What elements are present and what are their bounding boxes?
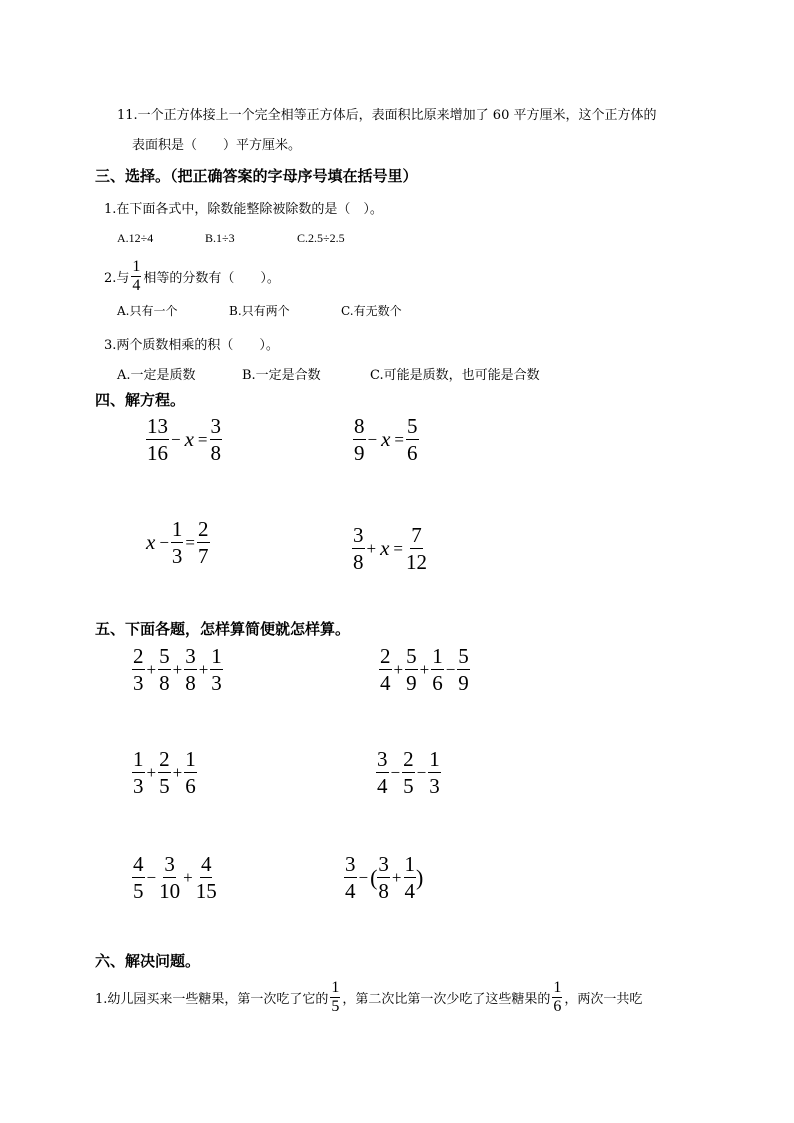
fraction: $\frac{3}{10}$ (159, 852, 181, 904)
s3-q2-stem-after: 相等的分数有（ ）。 (143, 271, 280, 286)
fraction: 13 16 (147, 414, 168, 466)
fraction: 3 4 (345, 852, 356, 904)
fraction: 2 4 (380, 644, 391, 696)
expression-6: 3 4 − ( 3 8 + $\frac{1}{4}$ ) (345, 852, 424, 904)
s6-q1-part1: 1.幼儿园买来一些糖果，第一次吃了它的 (95, 992, 329, 1007)
s3-q3-option-c: C.可能是质数，也可能是合数 (370, 368, 540, 383)
s3-q1-stem: 1.在下面各式中，除数能整除被除数的是（ ）。 (104, 202, 383, 217)
fraction: $\frac{1}{6}$ (432, 644, 443, 696)
expression-5: 4 5 − $\frac{3}{10}$ + $\frac{4}{15}$ (133, 852, 217, 904)
equation-1: 13 16 − x = $\frac{3}{8}$ (147, 414, 222, 466)
fraction: 1 3 (133, 747, 144, 799)
s6-q1-part2: ，第二次比第一次少吃了这些糖果的 (342, 992, 551, 1007)
section-3-title: 三、选择。（把正确答案的字母序号填在括号里） (95, 167, 418, 185)
equation-4: 3 8 + x = $\frac{7}{12}$ (353, 523, 428, 575)
q11-line1: 11.一个正方体接上一个完全相等正方体后，表面积比原来增加了 60 平方厘米，这个正方体的 (117, 108, 657, 123)
s3-q3-option-b: B.一定是合数 (242, 368, 321, 383)
s6-q1-text (95, 980, 642, 1015)
fraction: $\frac{1}{6}$ (185, 747, 196, 799)
expression-2: 2 4 + $\frac{5}{9}$ + $\frac{1}{6}$ − $\frac{5}{9}$ (380, 644, 469, 696)
fraction: $\frac{2}{5}$ (403, 747, 414, 799)
fraction: 1 5 (331, 979, 340, 1015)
fraction: 3 8 (353, 523, 364, 575)
s6-q1-part3: ，两次一共吃 (564, 992, 643, 1007)
fraction: $\frac{2}{5}$ (159, 747, 170, 799)
s3-q3-stem: 3.两个质数相乘的积（ ）。 (104, 338, 279, 353)
fraction: $\frac{2}{7}$ (198, 517, 209, 569)
fraction: 4 5 (133, 852, 144, 904)
s3-q2-fraction: 1 4 (132, 258, 141, 294)
s3-q2-option-b: B.只有两个 (229, 304, 290, 318)
s3-q1-option-b: B.1÷3 (205, 231, 235, 245)
s3-q1-option-c: C.2.5÷2.5 (297, 231, 345, 245)
s3-q2-option-c: C.有无数个 (341, 304, 402, 318)
fraction: $\frac{4}{15}$ (195, 852, 217, 904)
fraction: $\frac{5}{6}$ (407, 414, 418, 466)
fraction: 2 3 (133, 644, 144, 696)
fraction: 3 8 (378, 852, 389, 904)
equation-2: 8 9 − x = $\frac{5}{6}$ (354, 414, 418, 466)
fraction: $\frac{5}{9}$ (458, 644, 469, 696)
fraction: $\frac{5}{8}$ (159, 644, 170, 696)
fraction: 8 9 (354, 414, 365, 466)
fraction: $\frac{7}{12}$ (406, 523, 428, 575)
fraction: $\frac{3}{8}$ (185, 644, 196, 696)
s3-q2-option-a: A.只有一个 (117, 304, 178, 318)
fraction: $\frac{1}{3}$ (211, 644, 222, 696)
fraction: 1 6 (553, 979, 562, 1015)
expression-1: 2 3 + $\frac{5}{8}$ + $\frac{3}{8}$ + $\frac{1}{3}$ (133, 644, 222, 696)
fraction: $\frac{1}{3}$ (429, 747, 440, 799)
expression-3: 1 3 + $\frac{2}{5}$ + $\frac{1}{6}$ (133, 747, 196, 799)
s3-q3-option-a: A.一定是质数 (117, 368, 196, 383)
s3-q1-option-a: A.12÷4 (117, 231, 154, 245)
fraction: $\frac{1}{3}$ (171, 517, 183, 569)
fraction: $\frac{5}{9}$ (406, 644, 417, 696)
s3-q2-stem (104, 259, 280, 294)
section-5-title: 五、下面各题，怎样算简便就怎样算。 (95, 620, 351, 638)
equation-3: x − $\frac{1}{3}$ = $\frac{2}{7}$ (146, 517, 209, 569)
section-6-title: 六、解决问题。 (95, 952, 201, 970)
expression-4: 3 4 − $\frac{2}{5}$ − $\frac{1}{3}$ (377, 747, 440, 799)
s3-q2-stem-before: 2.与 (104, 271, 130, 286)
fraction: $\frac{3}{8}$ (210, 414, 222, 466)
q11-line2: 表面积是（ ）平方厘米。 (132, 138, 302, 153)
fraction: $\frac{1}{4}$ (404, 852, 416, 904)
fraction: 3 4 (377, 747, 388, 799)
section-4-title: 四、解方程。 (95, 391, 186, 409)
